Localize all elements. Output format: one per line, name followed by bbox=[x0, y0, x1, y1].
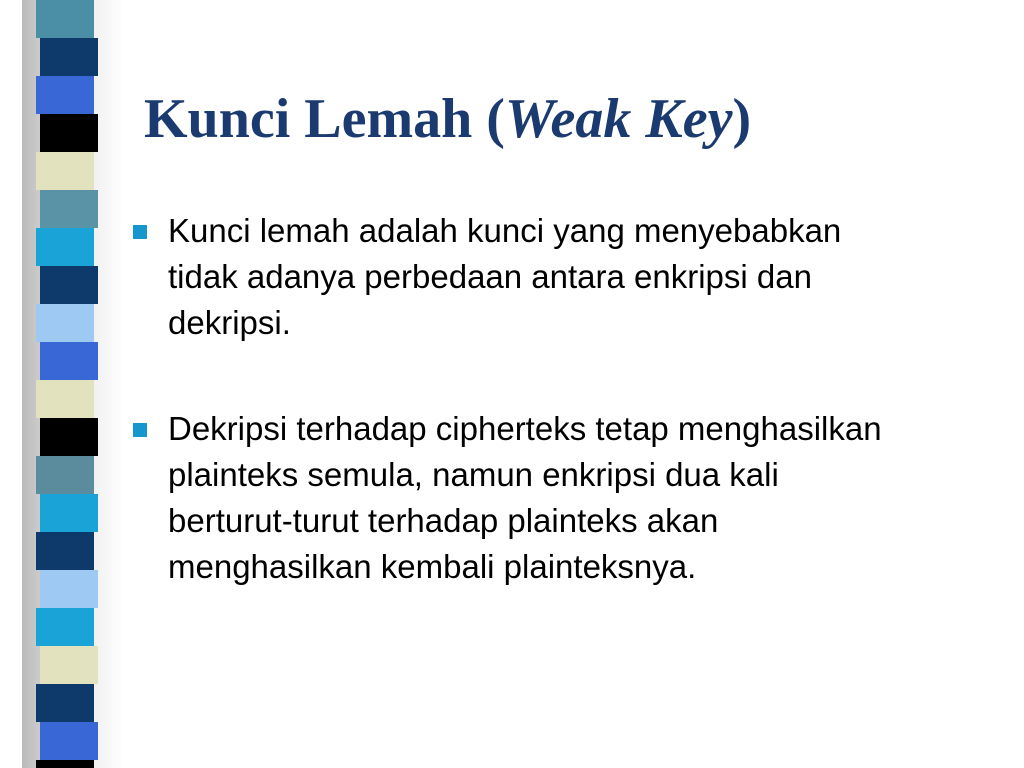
strip-block bbox=[36, 76, 94, 114]
square-bullet-icon bbox=[133, 225, 147, 239]
slide-title bbox=[144, 84, 751, 154]
strip-block bbox=[36, 380, 94, 418]
title-text: Kunci Lemah ( bbox=[144, 88, 505, 150]
strip-block bbox=[36, 456, 94, 494]
strip-block bbox=[40, 38, 98, 76]
square-bullet-icon bbox=[133, 423, 147, 437]
strip-block bbox=[36, 0, 94, 38]
strip-block bbox=[36, 608, 94, 646]
strip-block bbox=[36, 532, 94, 570]
strip-block bbox=[36, 760, 94, 768]
strip-block bbox=[36, 304, 94, 342]
bullet-text: Kunci lemah adalah kunci yang menyebabkan tidak adanya perbedaan antara enkripsi dan dekripsi. bbox=[168, 212, 842, 341]
bullet-list bbox=[130, 208, 890, 650]
strip-block bbox=[40, 342, 98, 380]
bullet-item bbox=[130, 208, 890, 346]
strip-block bbox=[36, 228, 94, 266]
strip-block bbox=[40, 646, 98, 684]
strip-block bbox=[40, 570, 98, 608]
strip-block bbox=[36, 684, 94, 722]
title-italic-text: Weak Key bbox=[504, 88, 733, 150]
strip-block bbox=[40, 418, 98, 456]
strip-block bbox=[40, 266, 98, 304]
strip-block bbox=[40, 190, 98, 228]
strip-block bbox=[36, 152, 94, 190]
strip-block bbox=[40, 722, 98, 760]
strip-block bbox=[40, 494, 98, 532]
decorative-strip bbox=[36, 0, 98, 768]
bullet-text: Dekripsi terhadap cipherteks tetap menghasilkan plainteks semula, namun enkripsi dua kali berturut-turut terhadap plainteks akan menghasilkan kembali plainteksnya. bbox=[168, 410, 882, 585]
bullet-item bbox=[130, 406, 890, 590]
title-closing-text: ) bbox=[732, 88, 752, 150]
strip-block bbox=[40, 114, 98, 152]
